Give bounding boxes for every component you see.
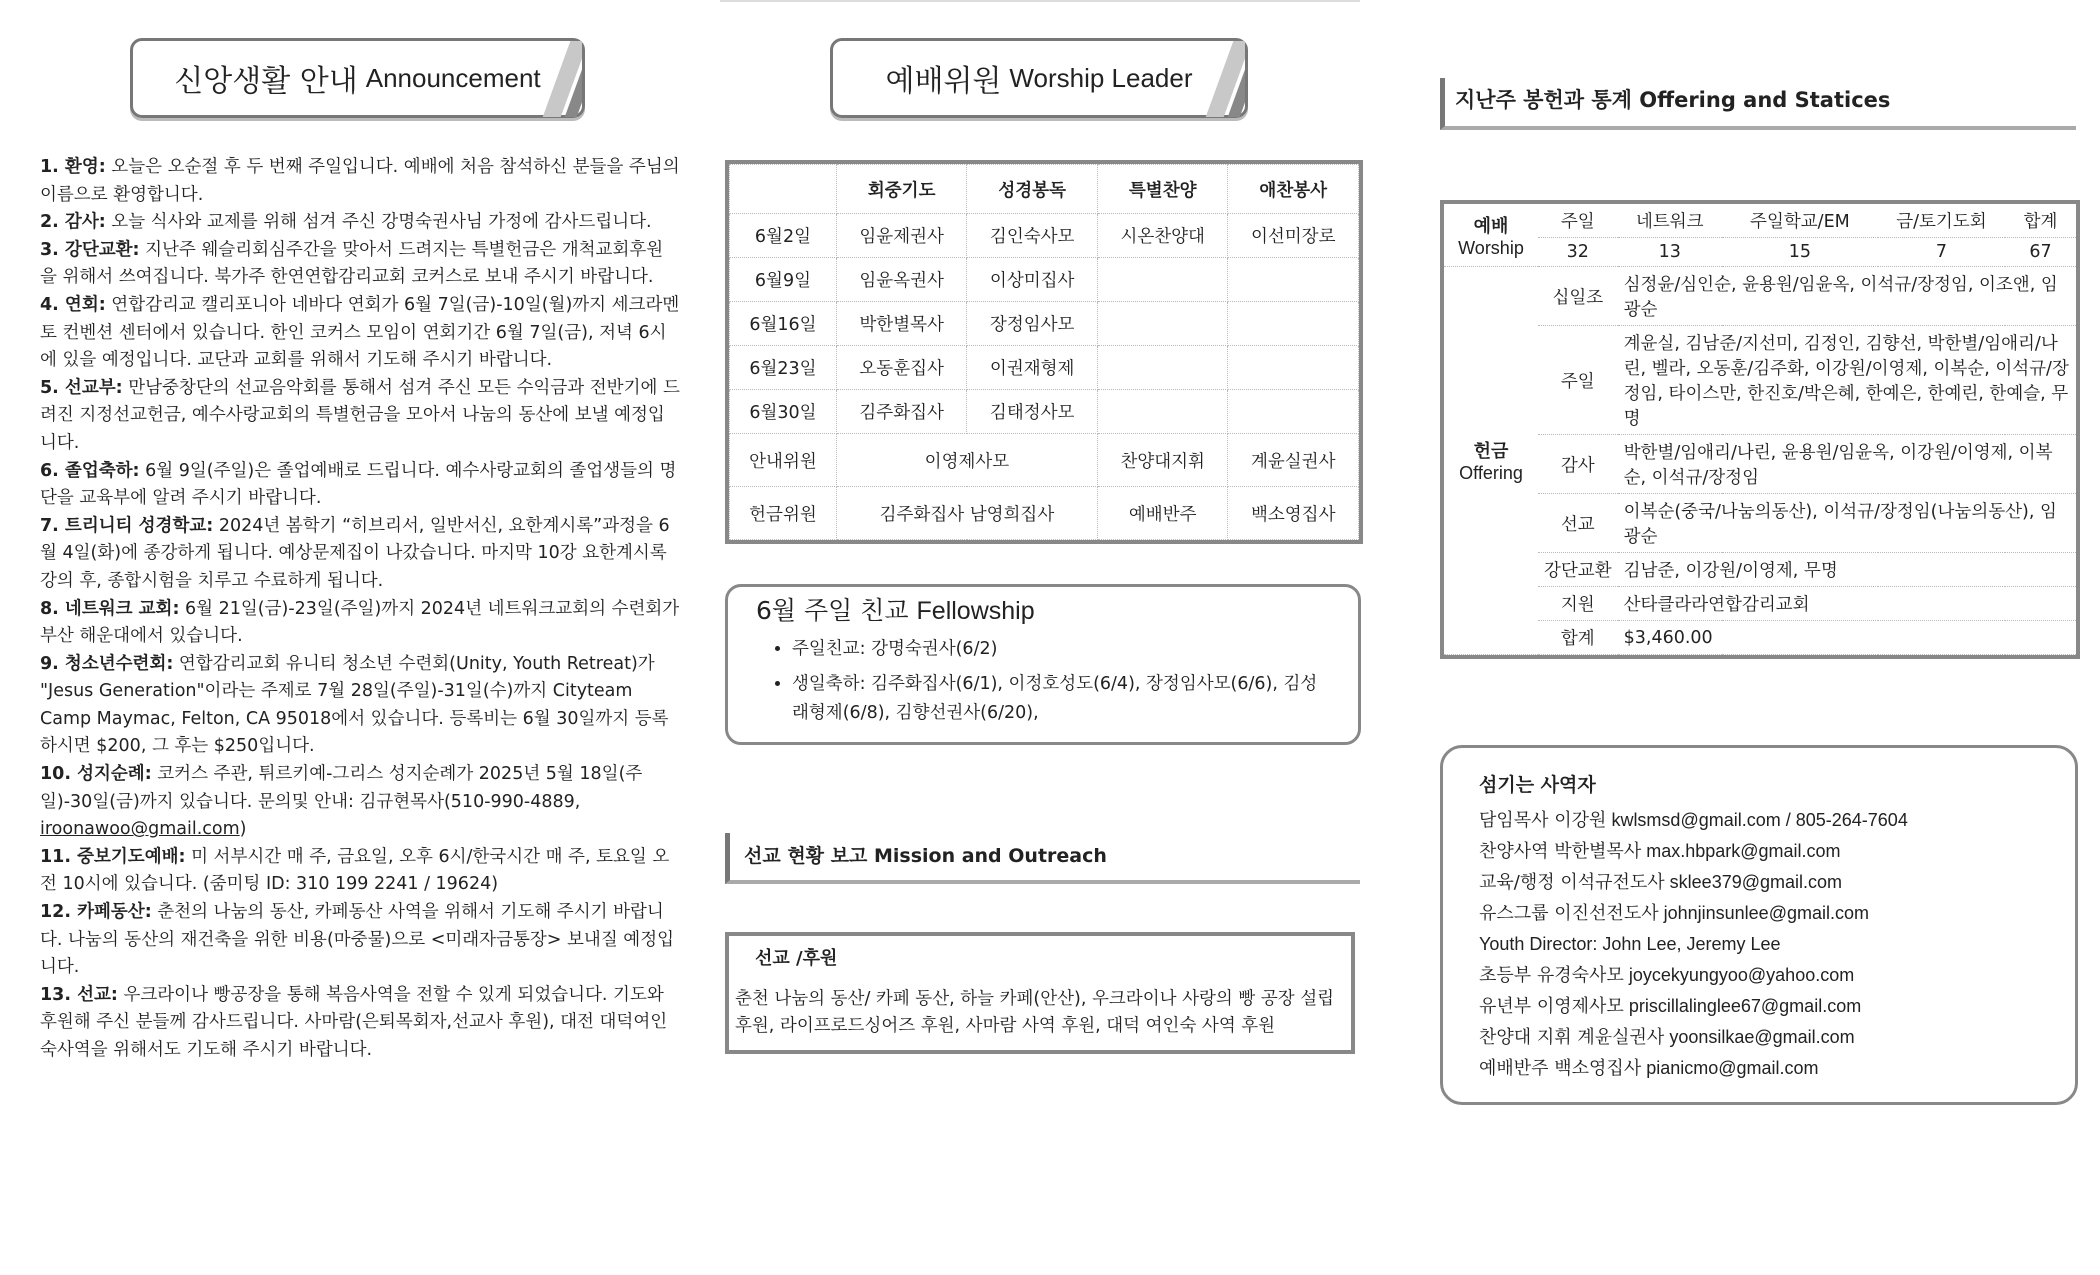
servant-row: Youth Director: John Lee, Jeremy Lee [1479, 934, 1781, 954]
table-row: 6월2일 임윤제권사 김인숙사모 시온찬양대 이선미장로 [730, 214, 1359, 258]
announcement-title-ko: 신앙생활 안내 [174, 64, 358, 99]
table-row-offering-committee: 헌금위원 김주화집사 남영희집사 예배반주 백소영집사 [730, 487, 1359, 540]
offering-row: 선교 이복순(중국/나눔의동산), 이석규/장정임(나눔의동산), 임광순 [1444, 494, 2076, 553]
mission-heading: 선교 현황 보고 Mission and Outreach [725, 833, 1360, 884]
servant-row: 예배반주 백소영집사 pianicmo@gmail.com [1479, 1058, 1819, 1079]
servant-row: 담임목사 이강원 kwlsmsd@gmail.com / 805-264-7604 [1479, 810, 1908, 831]
table-row: 6월16일 박한별목사 장정임사모 [730, 302, 1359, 346]
mission-box-title: 선교 /후원 [755, 948, 838, 969]
servant-row: 유스그룹 이진선전도사 johnjinsunlee@gmail.com [1479, 903, 1869, 924]
announcement-item: 2. 감사: 오늘 식사와 교제를 위해 섬겨 주신 강명숙권사님 가정에 감사드립니다. [40, 212, 652, 233]
servant-row: 유년부 이영제사모 priscillalinglee67@gmail.com [1479, 996, 1862, 1017]
offering-row: 감사 박한별/임애리/나린, 윤용원/임윤옥, 이강원/이영제, 이복순, 이석규/장정임 [1444, 435, 2076, 494]
servant-row: 찬양대 지휘 계윤실권사 yoonsilkae@gmail.com [1479, 1027, 1855, 1048]
table-row-usher: 안내위원 이영제사모 찬양대지휘 계윤실권사 [730, 434, 1359, 487]
table-row: 6월30일 김주화집사 김태정사모 [730, 390, 1359, 434]
offering-row: 주일 계윤실, 김남준/지선미, 김정인, 김향선, 박한별/임애리/나린, 벨라, 오동훈/김주화, 이강원/이영제, 이복순, 이석규/장정임, 타이스만, 한진호/박은혜, 한예은, 한예린, 한예슬, 무명 [1444, 326, 2076, 435]
offering-column [1440, 78, 2080, 1105]
worship-leader-title-en: Worship Leader [1009, 62, 1193, 93]
announcement-item: 7. 트리니티 성경학교: 2024년 봄학기 “히브리서, 일반서신, 요한계시록”과정을 6월 4일(화)에 종강하게 됩니다. 예상문제집이 나갔습니다. 마지막 10강 요한계시록 강의 후, 종합시험을 치루고 수료하게 됩니다. [40, 515, 670, 591]
announcement-item: 12. 카페동산: 춘천의 나눔의 동산, 카페동산 사역을 위해서 기도해 주시기 바랍니다. 나눔의 동산의 재건축을 위한 비용(마중물)으로 <미래자금통장> 보내질 예정입니다. [40, 902, 675, 978]
servant-row: 찬양사역 박한별목사 max.hbpark@gmail.com [1479, 841, 1841, 862]
servants-box [1440, 745, 2078, 1105]
worship-column [725, 38, 1365, 1054]
list-item: • 생일축하: 김주화집사(6/1), 이정호성도(6/4), 장정임사모(6/6), 김성래형제(6/8), 김향선권사(6/20), [792, 670, 1334, 728]
announcement-item: 10. 성지순례: 코커스 주관, 튀르키예-그리스 성지순례가 2025년 5월 18일(주일)-30일(금)까지 있습니다. 문의및 안내: 김규현목사(510-990-4889, iroonawoo@gmail.com) [40, 764, 643, 840]
tab-fold-decoration [522, 41, 582, 117]
announcement-title-box [130, 38, 585, 118]
announcement-item: 5. 선교부: 만남중창단의 선교음악회를 통해서 섬겨 주신 모든 수익금과 전반기에 드려진 지정선교헌금, 예수사랑교회의 특별헌금을 모아서 나눔의 동산에 보낼 예정입니다. [40, 377, 680, 453]
announcement-item: 11. 중보기도예배: 미 서부시간 매 주, 금요일, 오후 6시/한국시간 매 주, 토요일 오전 10시에 있습니다. (줌미팅 ID: 310 199 2241 / 19624) [40, 846, 670, 895]
mission-box [725, 932, 1355, 1054]
stat-header-row: 예배 Worship 주일 네트워크 주일학교/EM 금/토기도회 합계 [1444, 204, 2076, 238]
servants-title: 섬기는 사역자 [1479, 774, 1596, 796]
servant-row: 초등부 유경숙사모 joycekyungyoo@yahoo.com [1479, 965, 1855, 986]
fellowship-title: 6월 주일 친교 Fellowship [756, 596, 1035, 625]
announcement-list [40, 154, 680, 1065]
offering-total-row: 합계 $3,460.00 [1444, 621, 2076, 655]
announcement-item: 1. 환영: 오늘은 오순절 후 두 번째 주일입니다. 예배에 처음 참석하신 분들을 주님의 이름으로 환영합니다. [40, 157, 680, 205]
stat-value-row: 32 13 15 7 67 [1444, 238, 2076, 267]
announcement-title-en: Announcement [365, 62, 541, 93]
offering-heading: 지난주 봉헌과 통계 Offering and Statices [1440, 78, 2076, 130]
fellowship-list [752, 635, 1334, 728]
tab-fold-decoration [1185, 41, 1245, 117]
mission-box-body: 춘천 나눔의 동산/ 카페 동산, 하늘 카페(안산), 우크라이나 사랑의 빵 공장 설립 후원, 라이프로드싱어즈 후원, 사마람 사역 후원, 대덕 여인숙 사역 후원 [735, 989, 1335, 1036]
worship-leader-title-box [830, 38, 1248, 118]
announcement-item: 4. 연회: 연합감리교 캘리포니아 네바다 연회가 6월 7일(금)-10일(월)까지 세크라멘토 컨벤션 센터에서 있습니다. 한인 코커스 모임이 연회기간 6월 7일(금), 저녁 6시에 있을 예정입니다. 교단과 교회를 위해서 기도해 주시기 바랍니다. [40, 294, 680, 371]
table-header-row: 회중기도 성경봉독 특별찬양 애찬봉사 [730, 165, 1359, 214]
servant-row: 교육/행정 이석규전도사 sklee379@gmail.com [1479, 872, 1843, 893]
email-link[interactable]: iroonawoo@gmail.com [40, 819, 240, 840]
top-divider [720, 0, 1360, 2]
list-item: • 주일친교: 강명숙권사(6/2) [792, 635, 1334, 664]
announcement-item: 6. 졸업축하: 6월 9일(주일)은 졸업예배로 드립니다. 예수사랑교회의 졸업생들의 명단을 교육부에 알려 주시기 바랍니다. [40, 460, 677, 509]
table-row: 6월23일 오동훈집사 이권재형제 [730, 346, 1359, 390]
announcement-column [40, 38, 680, 1065]
announcement-item: 9. 청소년수련회: 연합감리교회 유니티 청소년 수련회(Unity, Youth Retreat)가 "Jesus Generation"이라는 주제로 7월 28일(주일)-31일(수)까지 Cityteam Camp Maymac, Felton, CA 95018에서 있습니다. 등록비는 6월 30일까지 등록하시면 $200, 그 후는 $250입니다. [40, 653, 669, 757]
offering-row: 강단교환 김남준, 이강원/이영제, 무명 [1444, 553, 2076, 587]
offering-row: 지원 산타클라라연합감리교회 [1444, 587, 2076, 621]
announcement-item: 3. 강단교환: 지난주 웨슬리회심주간을 맞아서 드려지는 특별헌금은 개척교회후원을 위해서 쓰여집니다. 북가주 한연연합감리교회 코커스로 보내 주시기 바랍니다. [40, 239, 664, 288]
table-row: 6월9일 임윤옥권사 이상미집사 [730, 258, 1359, 302]
announcement-item: 13. 선교: 우크라이나 빵공장을 통해 복음사역을 전할 수 있게 되었습니다. 기도와 후원해 주신 분들께 감사드립니다. 사마람(은퇴목회자,선교사 후원), 대전 대덕여인숙사역을 위해서도 기도해 주시기 바랍니다. [40, 984, 668, 1060]
worship-category: 예배 Worship [1444, 204, 1538, 267]
announcement-item: 8. 네트워크 교회: 6월 21일(금)-23일(주일)까지 2024년 네트워크교회의 수련회가 부산 해운대에서 있습니다. [40, 598, 680, 647]
offering-row: 헌금 Offering 십일조 심정윤/심인순, 윤용원/임윤옥, 이석규/장정임, 이조앤, 임광순 [1444, 267, 2076, 326]
offering-category: 헌금 Offering [1444, 267, 1538, 655]
worship-leader-title-ko: 예배위원 [885, 64, 1002, 99]
worship-leader-table [725, 160, 1363, 544]
offering-table [1440, 200, 2080, 659]
fellowship-box [725, 584, 1361, 745]
